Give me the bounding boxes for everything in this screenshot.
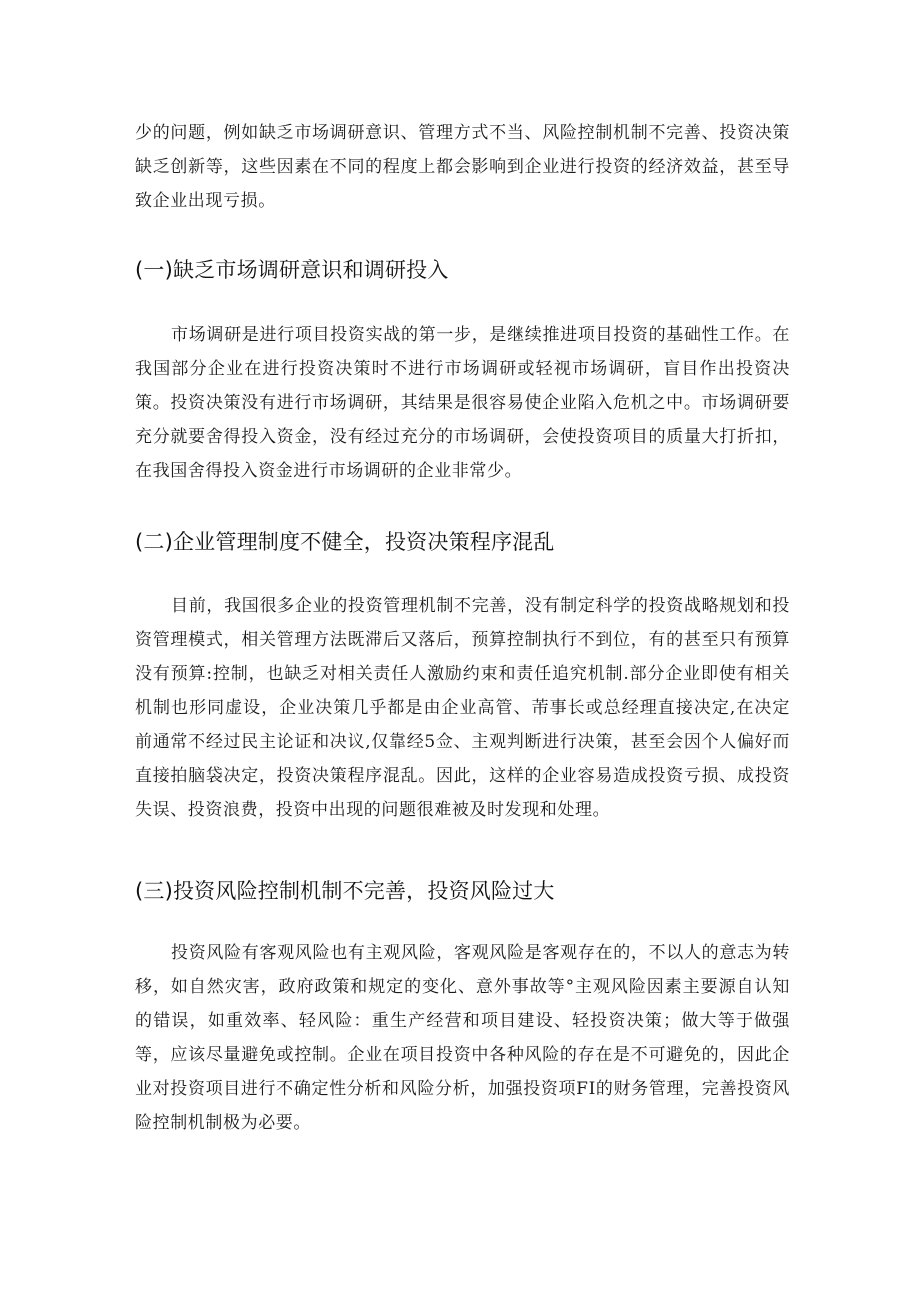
section-3-paragraph: 投资风险有客观风险也有主观风险，客观风险是客观存在的，不以人的意志为转移，如自然灾害，政府政策和规定的变化、意外事故等°主观风险因素主要源自认知的错误，如重效率、轻风险：重生产经营和项目建设、轻投资决策；做大等于做强等，应该尽量避免或控制。企业在项目投资中各种风险的存在是不可避免的，因此企业对投资项目进行不确定性分析和风险分析，加强投资项FI的财务管理，完善投资风险控制机制极为必要。 <box>135 943 790 1133</box>
intro-paragraph: 少的问题，例如缺乏市场调研意识、管理方式不当、风险控制机制不完善、投资决策缺乏创新等，这些因素在不同的程度上都会影响到企业进行投资的经济效益，甚至导致企业出现亏损。 <box>135 123 790 211</box>
section-1-paragraph: 市场调研是进行项目投资实战的第一步，是继续推进项目投资的基础性工作。在我国部分企业在进行投资决策时不进行市场调研或轻视市场调研，盲目作出投资决策。投资决策没有进行市场调研，其结果是很容易使企业陷入危机之中。市场调研要充分就要舍得投入资金，没有经过充分的市场调研，会使投资项目的质量大打折扣，在我国舍得投入资金进行市场调研的企业非常少。 <box>135 325 790 481</box>
section-3-heading: (三)投资风险控制机制不完善，投资风险过大 <box>135 879 555 903</box>
section-2-paragraph: 目前，我国很多企业的投资管理机制不完善，没有制定科学的投资战略规划和投资管理模式，相关管理方法既滞后又落后，预算控制执行不到位，有的甚至只有预算没有预算:控制，也缺乏对相关责任人激励约束和责任追究机制.部分企业即使有相关机制也形同虚设，企业决策几乎都是由企业高管、芾事长或总经理直接决定,在决定前通常不经过民主论证和决议,仅靠经5佥、主观判断进行决策，甚至会因个人偏好而直接拍脑袋决定，投资决策程序混乱。因此，这样的企业容易造成投资亏损、成投资失误、投资浪费，投资中出现的问题很难被及时发现和处理。 <box>135 596 790 820</box>
section-2-heading: (二)企业管理制度不健全，投资决策程序混乱 <box>135 530 555 554</box>
section-1-heading: (一)缺乏市场调研意识和调研投入 <box>135 258 449 282</box>
